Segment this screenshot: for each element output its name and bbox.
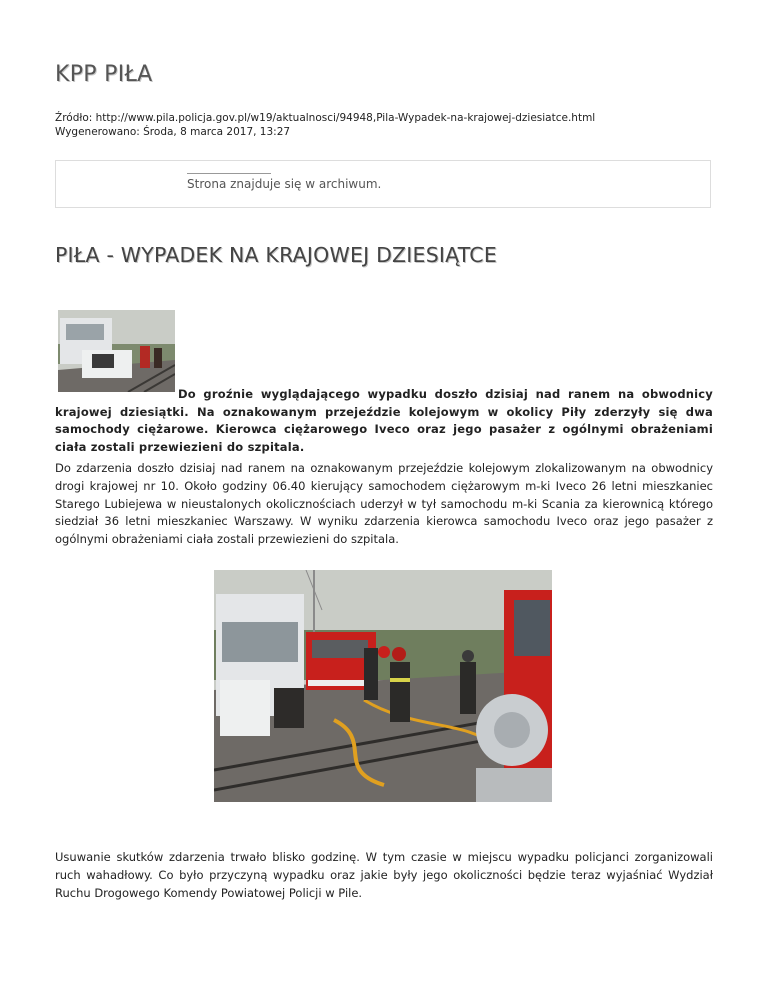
divider [187, 173, 271, 174]
generated-date: Wygenerowano: Środa, 8 marca 2017, 13:27 [55, 126, 291, 138]
article-title: PIŁA - WYPADEK NA KRAJOWEJ DZIESIĄTCE [55, 243, 497, 267]
accident-photo [214, 570, 552, 802]
source-url: Źródło: http://www.pila.policja.gov.pl/w19/aktualnosci/94948,Pila-Wypadek-na-krajowej-dziesiatce.html [55, 112, 596, 124]
archive-notice-box [55, 160, 711, 208]
article-paragraph-2: Usuwanie skutków zdarzenia trwało blisko godzinę. W tym czasie w miejscu wypadku policjanci zorganizowali ruch wahadłowy. Co było przyczyną wypadku oraz jakie były jego okoliczności będzie teraz wyjaśniać Wydział Ruchu Drogowego Komendy Powiatowej Policji w Pile. [55, 850, 713, 900]
source-meta [55, 111, 595, 139]
article-thumbnail [58, 310, 175, 392]
site-title: KPP PIŁA [55, 62, 153, 87]
article-paragraph-1: Do zdarzenia doszło dzisiaj nad ranem na oznakowanym przejeździe kolejowym zlokalizowanym na obwodnicy drogi krajowej nr 10. Około godziny 06.40 kierujący samochodem ciężarowym m-ki Iveco 26 letni mieszkaniec Starego Lubiejewa w nieustalonych okolicznościach uderzył w tył samochodu m-ki Scania za kierownicą którego siedział 36 letni mieszkaniec Warszawy. W wyniku zdarzenia kierowca samochodu Iveco oraz jego pasażer z ogólnymi obrażeniami ciała zostali przewiezieni do szpitala. [55, 461, 713, 547]
archive-notice: Strona znajduje się w archiwum. [187, 177, 382, 191]
article-lead: Do groźnie wyglądającego wypadku doszło dzisiaj nad ranem na obwodnicy krajowej dziesiątki. Na oznakowanym przejeździe kolejowym w okolicy Piły zderzyły się dwa samochody ciężarowe. Kierowca ciężarowego Iveco oraz jego pasażer z ogólnymi obrażeniami ciała zostali przewiezieni do szpitala. [55, 387, 713, 454]
